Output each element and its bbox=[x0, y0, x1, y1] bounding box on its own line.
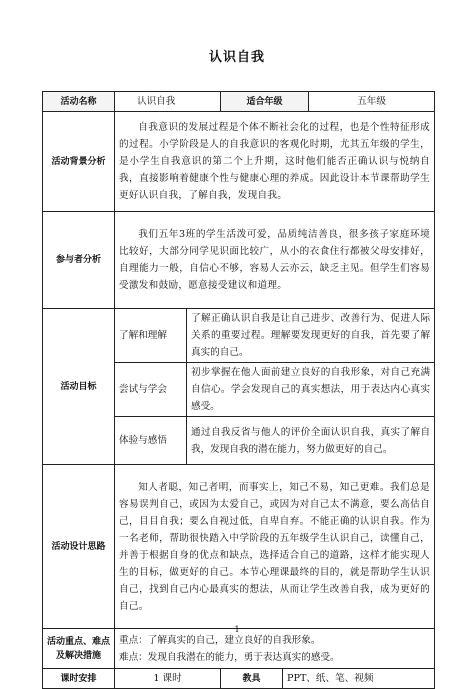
goal-text-1: 了解正确认识自我是让自己进步、改善行为、促进人际关系的重要过程。理解要发现更好的自我，首先要了解真实的自己。 bbox=[191, 313, 431, 358]
participants-label: 参与者分析 bbox=[43, 212, 115, 309]
page-number: 1 bbox=[234, 625, 240, 634]
grade-label: 适合年级 bbox=[221, 92, 309, 112]
grade-value: 五年级 bbox=[309, 92, 435, 112]
keypoints-row bbox=[43, 629, 435, 669]
activity-name-value: 认识自我 bbox=[115, 92, 221, 112]
background-label: 活动背景分析 bbox=[43, 112, 115, 212]
background-text: 自我意识的发展过程是个体不断社会化的过程，也是个性特征形成的过程。小学阶段是人的自我意识的客观化时期，尤其五年级的学生，是小学生自我意识的第二个上升期，这时他们能否正确认识与悦纳自我，直接影响着健康个性与健康心理的养成。因此设计本节课帮助学生更好认识自我，了解自我，发现自我。 bbox=[119, 122, 431, 201]
goal-text-3: 通过自我反省与他人的评价全面认识自我，真实了解自我，发现自我的潜在能力，努力做更好的自己。 bbox=[191, 426, 431, 455]
difficulty-text: 难点：发现自我潜在的能力，勇于表达真实的感受。 bbox=[119, 651, 340, 663]
goal-row-1 bbox=[43, 309, 435, 363]
schedule-value: 1 课时 bbox=[115, 669, 221, 689]
page-title: 认识自我 bbox=[208, 50, 265, 65]
header-row bbox=[43, 92, 435, 112]
participants-row bbox=[43, 212, 435, 309]
participants-text: 我们五年3班的学生活泼可爱，品质纯洁善良，很多孩子家庭环境比较好，大部分同学见识面比较广，从小的衣食住行都被父母安排好，自理能力一般，自信心不够，容易人云亦云，缺乏主见。但学生们容易受激发和鼓励，愿意接受建议和道理。 bbox=[119, 229, 431, 291]
goal-name-2: 尝试与学会 bbox=[115, 363, 187, 417]
goal-name-3: 体验与感悟 bbox=[115, 417, 187, 465]
design-label: 活动设计思路 bbox=[43, 465, 115, 629]
design-row bbox=[43, 465, 435, 629]
design-text: 知人者聪，知己者明，而事实上，知己不易，知己更难。我们总是容易误判自己，或因为太爱自己，或因为对自己太不满意，要么高估自己，目目自我；要么自视过低，自卑自弃。不能正确的认识自我。作为一名老师，帮助很快踏入中学阶段的五年级学生认识自己，读懂自己，并善于根据自身的优点和缺点，选择适合自己的道路，这样才能实现人生的目标，做更好的自己。本节心理课最终的目的，就是帮助学生认识自己，找到自己内心最真实的想法，从而让学生改善自我，成为更好的自己。 bbox=[119, 481, 431, 612]
goals-label: 活动目标 bbox=[43, 309, 115, 465]
goal-text-2: 初步掌握在他人面前建立良好的自我形象，对自己充满自信心。学会发现自己的真实想法，用于表达内心真实感受。 bbox=[191, 367, 431, 412]
lesson-plan-table bbox=[42, 91, 435, 689]
activity-name-label: 活动名称 bbox=[43, 92, 115, 112]
schedule-row bbox=[43, 669, 435, 689]
background-row bbox=[43, 112, 435, 212]
goal-name-1: 了解和理解 bbox=[115, 309, 187, 363]
keypoints-label: 活动重点、难点及解决措施 bbox=[43, 629, 115, 669]
tools-label: 教具 bbox=[221, 669, 283, 689]
focus-text: 重点：了解真实的自己，建立良好的自我形象。 bbox=[119, 634, 321, 646]
tools-value: PPT、纸、笔、视频 bbox=[283, 669, 435, 689]
schedule-label: 课时安排 bbox=[43, 669, 115, 689]
